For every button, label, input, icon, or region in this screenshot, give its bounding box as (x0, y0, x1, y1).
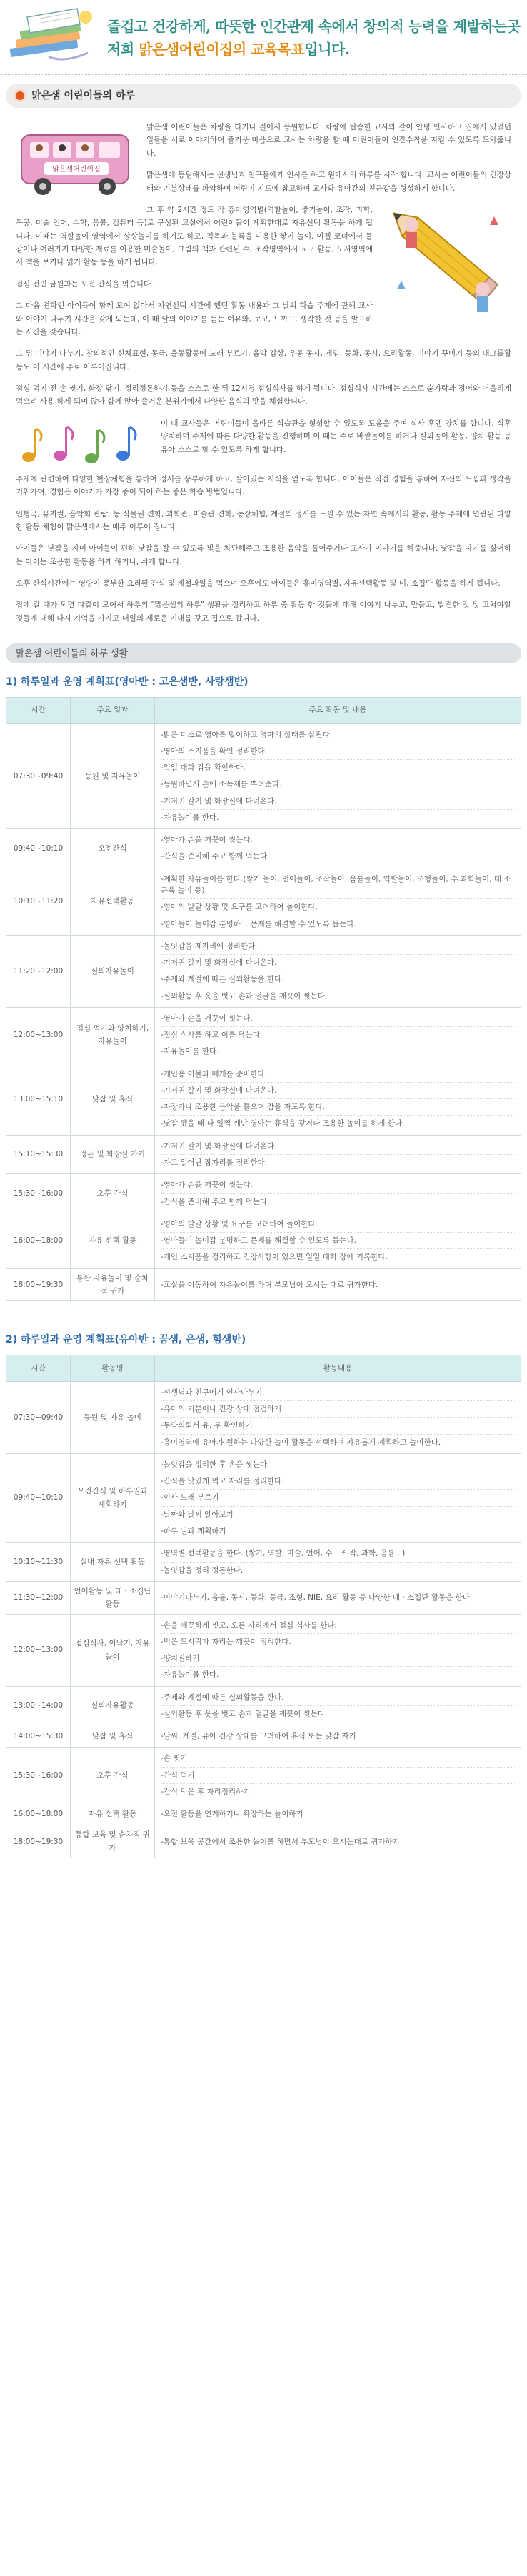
activity-cell: 낮잠 및 휴식 (71, 1725, 155, 1748)
content-cell (155, 1063, 521, 1135)
content-cell (155, 1581, 521, 1614)
plan-title-infant: 1) 하루일과 운영 계획표(영아반 : 고은샘반, 사랑샘반) (6, 676, 249, 688)
activity-item: -자유놀이를 한다. (161, 813, 219, 822)
content-cell (155, 1381, 521, 1453)
activity-cell: 실내 자유 선택 활동 (71, 1543, 155, 1582)
table-row (6, 1174, 521, 1213)
books-illustration (6, 3, 99, 71)
activity-cell: 통합 보육 및 순차적 귀가 (71, 1825, 155, 1858)
intro-paragraph: 맑은샘 어린이들은 차량을 타거나 걸어서 등원합니다. 차량에 탑승한 교사와 같이 안녕 인사하고 집에서 있었던 일들을 서로 이야기하며 즐거운 마음으로 교사는 차량을 할 때 어린이들이 인간수칙을 지킬 수 있도록 도와줍니다. (146, 123, 511, 158)
activity-cell: 자유 선택 활동 (71, 1213, 155, 1268)
activity-item: -흥미영역에 유아가 원하는 다양한 놀이 활동을 선택하며 자유롭게 계획하고 놀이한다. (161, 1438, 441, 1447)
intro-paragraph: 점심 전인 금월과는 오전 간식을 먹습니다. (16, 279, 154, 289)
activity-cell: 자유 선택 활동 (71, 1803, 155, 1825)
activity-cell: 실외자유놀이 (71, 935, 155, 1007)
time-cell: 13:00~14:00 (6, 1686, 71, 1725)
activity-item: -유아의 기분이나 건강 상태 점검하기 (161, 1401, 515, 1418)
activity-item: -밝은 미소로 영아를 맞이하고 영아의 상태를 살핀다. (161, 727, 515, 743)
activity-item: -간식을 준비해 주고 함께 먹는다. (161, 852, 270, 861)
activity-item: -영아들이 놀이감 분명하고 문제를 해결할 수 있도록 돕는다. (161, 1233, 515, 1249)
table-row (6, 1063, 521, 1135)
intro-paragraph: 오후 간식시간에는 영양이 풍부한 요리된 간식 및 제철과일을 먹으며 오후에도 아이들은 흥미영역별, 자유선택활동 및 미, 소집단 활동을 하게 됩니다. (16, 579, 501, 588)
table-row (6, 1007, 521, 1063)
content-cell (155, 1213, 521, 1268)
activity-item: -간식 먹은 후 자리정리하기 (161, 1787, 251, 1796)
bus-sign: 맑은샘어린이집 (52, 166, 101, 174)
time-cell: 07:30~09:40 (6, 723, 71, 829)
intro-paragraph: 이 때 교사들은 어린이들이 올바른 식습관을 형성할 수 있도록 도움을 주며 식사 후엔 양치를 합니다. 식후 양치하며 주제에 따른 다양한 활동을 진행하며 이 때는 주로 바깥놀이를 하거나 실외놀이 활동, 양치 활동 등 유아 스스로 할 수 있도록 하게 합니다. (161, 419, 511, 454)
intro-paragraph: 그 다음 견학인 아이들이 함께 모여 앉아서 자연선택 시간에 했던 활동 내용과 그 날의 학습 주제에 관해 교사와 이야기 나누기 시간을 갖게 되는데, 이 때 날의 이야기를 듣는 여유와, 보고, 느끼고, 생각한 것 등을 발표하는 시간을 갖습니다. (16, 301, 373, 336)
activity-item: -놀잇감을 정리한 후 손을 씻는다. (161, 1457, 515, 1473)
activity-item: -실외활동 후 옷을 벗고 손과 얼굴을 깨끗이 씻는다. (161, 991, 328, 1001)
time-cell: 15:10~15:30 (6, 1135, 71, 1174)
banner-slogan: 즐겁고 건강하게, 따뜻한 인간관계 속에서 창의적 능력을 계발하는곳 (107, 18, 521, 35)
activity-item: -계획한 자유놀이를 한다.(쌓기 놀이, 언어놀이, 조작놀이, 음률놀이, 역할놀이, 조형놀이, 수.과학놀이, 대.소근육 놀이 등) (161, 871, 515, 900)
activity-item: -영아의 발달 상황 및 요구를 고려하여 놀이한다. (161, 1216, 515, 1233)
activity-cell: 오후 간식 (71, 1748, 155, 1803)
banner-goal: 저희 맑은샘어린이집의 교육목표입니다. (107, 41, 350, 58)
time-cell: 07:30~09:40 (6, 1381, 71, 1453)
activity-item: -간식 먹기 (161, 1768, 515, 1784)
table-row (6, 868, 521, 935)
activity-item: -기저귀 갈기 및 화장실에 다녀온다. (161, 955, 515, 971)
activity-item: -일일 대화 감을 확인한다. (161, 760, 515, 776)
activity-item: -오전 활동을 연계하거나 확장하는 놀이하기 (161, 1810, 303, 1819)
time-cell: 12:00~13:00 (6, 1007, 71, 1063)
activity-item: -자유놀이를 한다. (161, 1047, 219, 1056)
time-cell: 16:00~18:00 (6, 1213, 71, 1268)
activity-item: -자장가나 조용한 음악을 틀으며 잠을 자도록 한다. (161, 1099, 515, 1116)
content-cell (155, 1748, 521, 1803)
content-cell (155, 1686, 521, 1725)
time-cell: 15:30~16:00 (6, 1748, 71, 1803)
content-cell (155, 935, 521, 1007)
intro-paragraph: 그 후 약 2시간 정도 각 흥미영역별(역할놀이, 쌓기놀이, 조작, 과학, 목공, 미술 언어, 수학, 음률, 컴퓨터 등)로 구성된 교실에서 어린이들이 계획한대로 자유선택 활동을 하게 됩니다. 이때는 역할놀이 영역에서 상상놀이를 하기도 하고, 적목과 블록을 이용한 쌓기 놀이, 이젤 코너에서 물감이나 여러가지 다양한 재료를 이용한 미술놀이, 그림의 책과 관련된 수, 조작영역에서 교구 활동, 도서영역에서 책을 보거나 읽기 활동 등을 하게 됩니다. (16, 205, 373, 267)
activity-item: -하루 일과 계획하기 (161, 1526, 226, 1535)
activity-item: -기저귀 갈기 및 화장실에 다녀온다. (161, 793, 515, 810)
section-title: 맑은샘 어린이들의 하루 (31, 89, 135, 101)
plan-title-preschool: 2) 하루일과 운영 계획표(유아반 : 꿈샘, 은샘, 힘샘반) (6, 1334, 246, 1346)
activity-item: -주제와 계절에 따른 실외활동을 한다. (161, 971, 515, 988)
content-cell (155, 868, 521, 935)
activity-cell: 오전간식 및 하루일과 계획하기 (71, 1453, 155, 1542)
intro-paragraph: 집에 갈 때가 되면 다같이 모여서 하루의 "맑은샘의 하루" 생활을 정리하고 하루 중 활동 한 것들에 대해 이야기 나누고, 만들고, 발견한 것 및 고쳐야할 것들에 대해 다시 기억을 가지고 내일의 새로운 기대를 갖고 집으로 갑니다. (16, 601, 511, 623)
intro-paragraph: 인형극, 뮤지컬, 음악회 관람, 동 식물원 견학, 과학관, 미술관 견학, 농장체험, 계절의 정서를 느낄 수 있는 자연 속에서의 활동, 활동 주제에 연관된 다양한 활동 체험이 맑은샘에서는 매주 이루어 집니다. (16, 509, 511, 531)
schedule-table-preschool (6, 1355, 521, 1858)
intro-paragraph: 점심 먹기 전 손 씻기, 화장 닦기, 정리정돈하기 등을 스스로 한 뒤 12시경 점심식사를 하게 됩니다. 점심식사 시간에는 스스로 숟가락과 정어와 어울리게 먹으려 사용 하게 되며 앉아 함께 앉아 즐거운 분위기에서 다양한 음식의 맛을 체험합니다. (16, 384, 511, 406)
activity-item: -자고 일어난 잠자리를 정리한다. (161, 1158, 267, 1167)
table-row (6, 1453, 521, 1542)
activity-cell: 낮잠 및 휴식 (71, 1063, 155, 1135)
activity-cell: 점심 먹기와 양치하기, 자유놀이 (71, 1007, 155, 1063)
table-row (6, 1268, 521, 1301)
table-row (6, 1825, 521, 1858)
intro-paragraph: 그 뒤 이야기 나누기, 창의적인 신체표현, 동극, 율동활동에 노래 부르기, 음악 감상, 우동 동시, 게임, 동화, 동시, 요리활동, 이야기 꾸미기 등의 대그룹활동도 이 시간에 주로 이루어집니다. (16, 349, 511, 371)
table-row (6, 829, 521, 868)
intro-paragraph: 맑은샘에 등원해서는 선생님과 친구들에게 인사를 하고 원에서의 하루를 시작 합니다. 교사는 어린이들의 건강상태와 기분상태를 파악하여 어린이 지도에 참고하며 교사와 유아간의 친근감을 형성하게 합니다. (146, 171, 511, 193)
content-cell (155, 1453, 521, 1542)
activity-item: -자유놀이를 한다. (161, 1670, 219, 1680)
content-cell (155, 1135, 521, 1174)
time-cell: 16:00~18:00 (6, 1803, 71, 1825)
table-row (6, 1213, 521, 1268)
time-cell: 13:00~15:10 (6, 1063, 71, 1135)
content-cell (155, 1803, 521, 1825)
activity-cell: 실외자유활동 (71, 1686, 155, 1725)
activity-item: -통합 보육 공간에서 조용한 놀이를 하면서 부모님이 오시는대로 귀가하기 (161, 1837, 400, 1846)
column-header: 시간 (6, 1355, 71, 1381)
intro-paragraph: 아이들은 낮잠을 자며 아이들이 편히 낮잠을 잘 수 있도록 빛을 차단해주고 조용한 음악을 틀어주거나 교사가 이야기를 해줍니다. 낮잠을 자기를 싫어하는 아이는 조용한 활동을 하게 하거나, 쉬게 합니다. (16, 544, 511, 566)
activity-cell: 오전간식 (71, 829, 155, 868)
activity-item: -주제와 계절에 따른 실외활동을 한다. (161, 1690, 515, 1706)
column-header: 시간 (6, 697, 71, 723)
activity-item: -개인용 이불과 베개를 준비한다. (161, 1066, 515, 1083)
activity-item: -교실을 이동하여 자유놀이를 하며 부모님이 오시는 대로 귀가한다. (161, 1280, 378, 1289)
activity-item: -간식을 준비해 주고 함께 먹는다. (161, 1197, 270, 1206)
time-cell: 10:10~11:30 (6, 1543, 71, 1582)
table-row (6, 1614, 521, 1686)
activity-item: -영아가 손을 깨끗이 씻는다. (161, 1011, 515, 1027)
activity-item: -인사 노래 부르기 (161, 1490, 515, 1506)
content-cell (155, 1543, 521, 1582)
content-cell (155, 1614, 521, 1686)
activity-item: -기저귀 갈기 및 화장실에 다녀온다. (161, 1083, 515, 1099)
activity-cell: 등원 및 자유 놀이 (71, 1381, 155, 1453)
activity-item: -점심 식사를 하고 이를 닦는다. (161, 1027, 515, 1043)
activity-item: -놀잇감을 정리 정돈한다. (161, 1565, 244, 1575)
banner-divider (0, 67, 527, 75)
content-cell (155, 723, 521, 829)
table-header-row (6, 1355, 521, 1381)
table-header-row (6, 697, 521, 723)
activity-item: -놀잇감을 제자리에 정리한다. (161, 938, 515, 955)
activity-item: -날짜와 날씨 알아보기 (161, 1507, 515, 1523)
activity-item: -실외활동 후 옷을 벗고 손과 얼굴을 깨끗이 씻는다. (161, 1709, 328, 1718)
content-cell (155, 1825, 521, 1858)
content-cell (155, 1725, 521, 1748)
header-banner (0, 0, 527, 75)
activity-item: -낮잠 깼을 때 나 일찍 깨난 영아는 휴식을 갖거나 조용한 놀이를 하게 한다. (161, 1119, 405, 1128)
music-notes-illustration (16, 420, 148, 470)
time-cell: 15:30~16:00 (6, 1174, 71, 1213)
activity-cell: 오후 간식 (71, 1174, 155, 1213)
activity-item: -영아들이 놀이감 분명하고 문제를 해결할 수 있도록 돕는다. (161, 919, 356, 928)
banner-goal-highlight: 맑은샘어린이집의 교육목표 (139, 41, 305, 58)
table-row (6, 1543, 521, 1582)
activity-cell: 정돈 및 화장실 가기 (71, 1135, 155, 1174)
time-cell: 14:00~15:30 (6, 1725, 71, 1748)
table-row (6, 1748, 521, 1803)
column-header: 주요 일과 (71, 697, 155, 723)
content-cell (155, 1007, 521, 1063)
activity-cell: 통합 자유놀이 및 순차적 귀가 (71, 1268, 155, 1301)
time-cell: 18:00~19:30 (6, 1268, 71, 1301)
activity-item: -간식을 맛있게 먹고 자리를 정리한다. (161, 1473, 515, 1490)
table-row (6, 723, 521, 829)
activity-cell: 등원 및 자유놀이 (71, 723, 155, 829)
content-cell (155, 829, 521, 868)
time-cell: 09:40~10:10 (6, 1453, 71, 1542)
time-cell: 11:30~12:00 (6, 1581, 71, 1614)
column-header: 주요 활동 및 내용 (155, 697, 521, 723)
time-cell: 11:20~12:00 (6, 935, 71, 1007)
section-title-bar (6, 84, 521, 108)
column-header: 활동명 (71, 1355, 155, 1381)
activity-item: -기저귀 갈기 및 화장실에 다녀온다. (161, 1138, 515, 1155)
content-cell (155, 1174, 521, 1213)
table-row (6, 1686, 521, 1725)
bullet-icon (16, 91, 24, 100)
daily-life-title: 맑은샘 어린이들의 하루 생활 (6, 643, 521, 663)
activity-item: -영역별 선택활동을 한다. (쌓기, 역할, 미술, 언어, 수 · 조 작, 과학, 음률...) (161, 1545, 515, 1562)
activity-item: -양치질하기 (161, 1650, 515, 1667)
table-row (6, 1381, 521, 1453)
activity-item: -선생님과 친구에게 인사나누기 (161, 1385, 515, 1401)
time-cell: 18:00~19:30 (6, 1825, 71, 1858)
activity-cell: 점심식사, 이닦기, 자유놀이 (71, 1614, 155, 1686)
time-cell: 10:10~11:20 (6, 868, 71, 935)
kids-pencil-illustration (383, 204, 511, 321)
schedule-table-infant (6, 697, 521, 1302)
column-header: 활동내용 (155, 1355, 521, 1381)
activity-item: -투약의뢰서 유, 무 확인하기 (161, 1418, 515, 1434)
activity-item: -영아가 손을 깨끗이 씻는다. (161, 832, 515, 848)
activity-item: -영아의 발달 상황 및 요구를 고려하여 놀이한다. (161, 899, 515, 916)
time-cell: 12:00~13:00 (6, 1614, 71, 1686)
activity-item: -영아가 손을 깨끗이 씻는다. (161, 1177, 515, 1193)
activity-cell: 자유선택활동 (71, 868, 155, 935)
table-row (6, 1803, 521, 1825)
activity-item: -개인 소지품을 정리하고 건강사항이 있으면 일일 대화 장에 기록한다. (161, 1253, 388, 1262)
table-row (6, 935, 521, 1007)
intro-paragraph: 주제에 관련하여 다양한 현장체험을 통하여 정서를 풍부하게 하고, 살아있는 지식을 얻도록 합니다. 아이들은 직접 경험을 통하여 자신의 느낌과 생각을 키워가며, 경험은 이야기가 가장 좋이 되어 하는 좋은 학습 방법입니다. (16, 474, 511, 497)
time-cell: 09:40~10:10 (6, 829, 71, 868)
activity-item: -이야기나누기, 음률, 동시, 동화, 동극, 조형, NIE, 요리 활동 등 다양한 대 · 소집단 활동을 한다. (161, 1593, 473, 1602)
content-cell (155, 1268, 521, 1301)
activity-cell: 언어활동 및 대 · 소집단활동 (71, 1581, 155, 1614)
activity-item: -먹은 도시락과 자리는 깨끗이 정리한다. (161, 1634, 515, 1650)
bus-illustration (16, 121, 134, 199)
activity-item: -손 씻기 (161, 1750, 515, 1767)
intro-text (0, 108, 527, 625)
activity-item: -손을 깨끗하게 씻고, 오른 자리에서 점심 식사를 한다. (161, 1618, 515, 1634)
table-row (6, 1135, 521, 1174)
activity-item: -등원하면서 손에 소독제를 뿌려준다. (161, 776, 515, 793)
table-row (6, 1581, 521, 1614)
activity-item: -영아의 소지품을 확인 정리한다. (161, 743, 515, 760)
activity-item: -날씨, 계절, 유아 건강 상태를 고려하여 휴식 또는 낮잠 자기 (161, 1732, 356, 1741)
table-row (6, 1725, 521, 1748)
